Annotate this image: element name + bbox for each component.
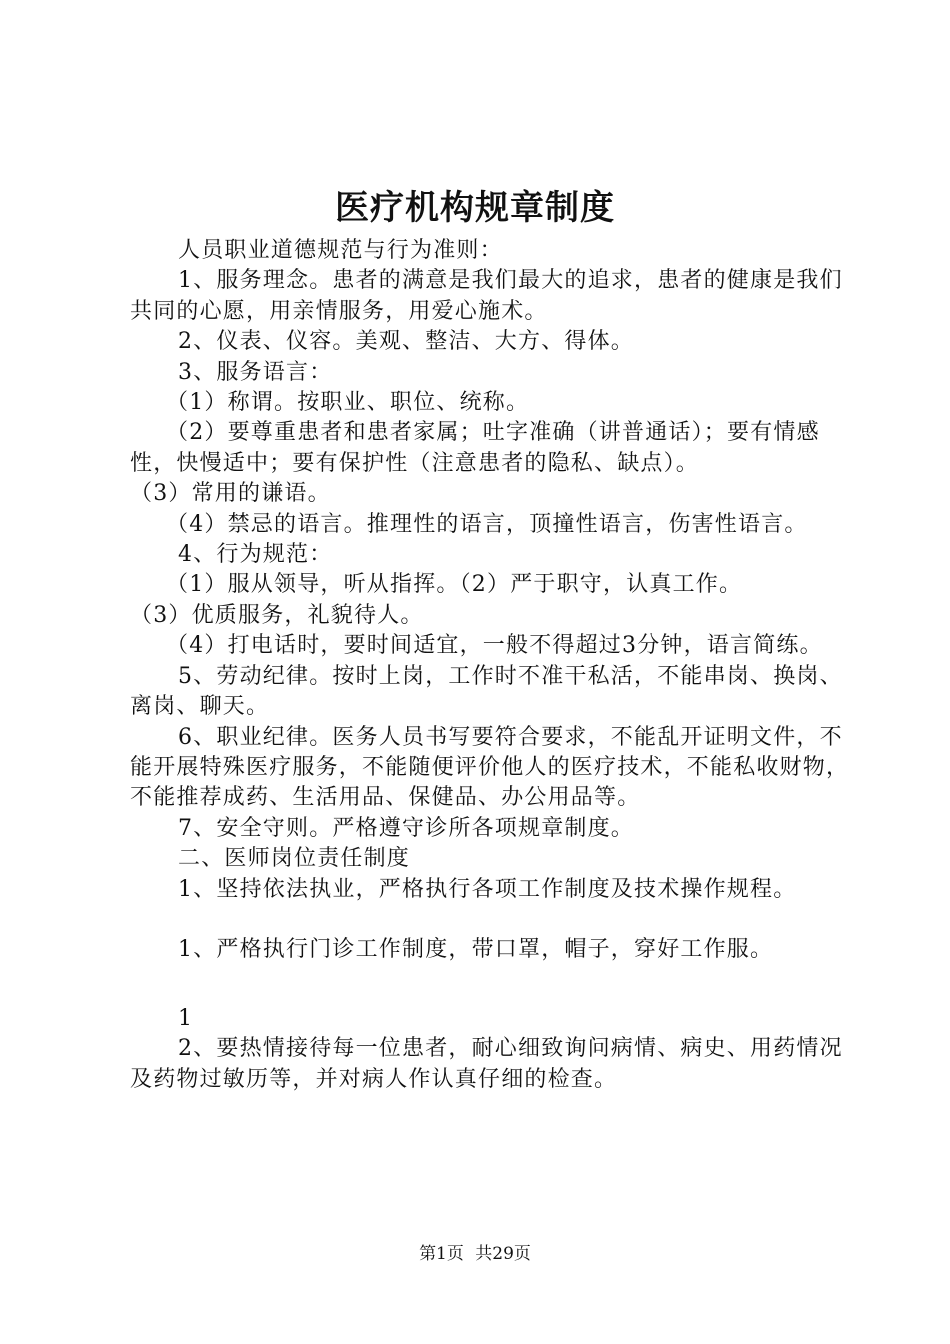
paragraph-3: 3、服务语言： [178,359,333,385]
paragraph-5: 5、劳动纪律。按时上岗，工作时不准干私活，不能串岗、换岗、离岗、聊天。 [130,663,843,720]
paragraph-2: 2、仪表、仪容。美观、整洁、大方、得体。 [178,329,634,355]
paragraph-physician-1: 1、坚持依法执业，严格执行各项工作制度及技术操作规程。 [178,876,797,902]
page-title: 医疗机构规章制度 [335,188,615,228]
paragraph-3-2: （2）要尊重患者和患者家属；吐字准确（讲普通话）；要有情感性，快慢适中；要有保护性（注意患者的隐私、缺点）。 [130,420,820,476]
paragraph-3-1: （1）称谓。按职业、职位、统称。 [166,390,530,416]
page-footer [0,1243,950,1265]
paragraph-intro: 人员职业道德规范与行为准则： [178,238,503,263]
paragraph-1: 1、服务理念。患者的满意是我们最大的追求，患者的健康是我们共同的心愿，用亲情服务，用爱心施术。 [130,268,843,324]
paragraph-4: 4、行为规范： [178,542,333,568]
paragraph-4-3: （3）优质服务，礼貌待人。 [130,602,424,628]
paragraph-7: 7、安全守则。严格遵守诊所各项规章制度。 [178,815,634,841]
paragraph-6: 6、职业纪律。医务人员书写要符合要求，不能乱开证明文件，不能开展特殊医疗服务，不能随便评价他人的医疗技术，不能私收财物，不能推荐成药、生活用品、保健品、办公用品等。 [130,724,850,811]
paragraph-3-3: （3）常用的谦语。 [130,481,331,507]
paragraph-outpatient-2: 2、要热情接待每一位患者，耐心细致询问病情、病史、用药情况及药物过敏历等，并对病人作认真仔细的检查。 [130,1036,843,1092]
paragraph-outpatient-1: 1、严格执行门诊工作制度，带口罩，帽子，穿好工作服。 [178,937,774,963]
paragraph-4-1: （1）服从领导，听从指挥。（2）严于职守，认真工作。 [166,572,743,598]
page-indicator: 第1页 [419,1244,464,1264]
document-body [130,236,850,1095]
section-heading-physician: 二、医师岗位责任制度 [178,846,411,872]
page-number-inline: 1 [178,1005,194,1031]
paragraph-3-4: （4）禁忌的语言。推理性的语言，顶撞性语言，伤害性语言。 [166,511,808,537]
total-pages-indicator: 共29页 [475,1244,531,1264]
paragraph-4-4: （4）打电话时，要时间适宜，一般不得超过3分钟，语言简练。 [166,633,823,659]
